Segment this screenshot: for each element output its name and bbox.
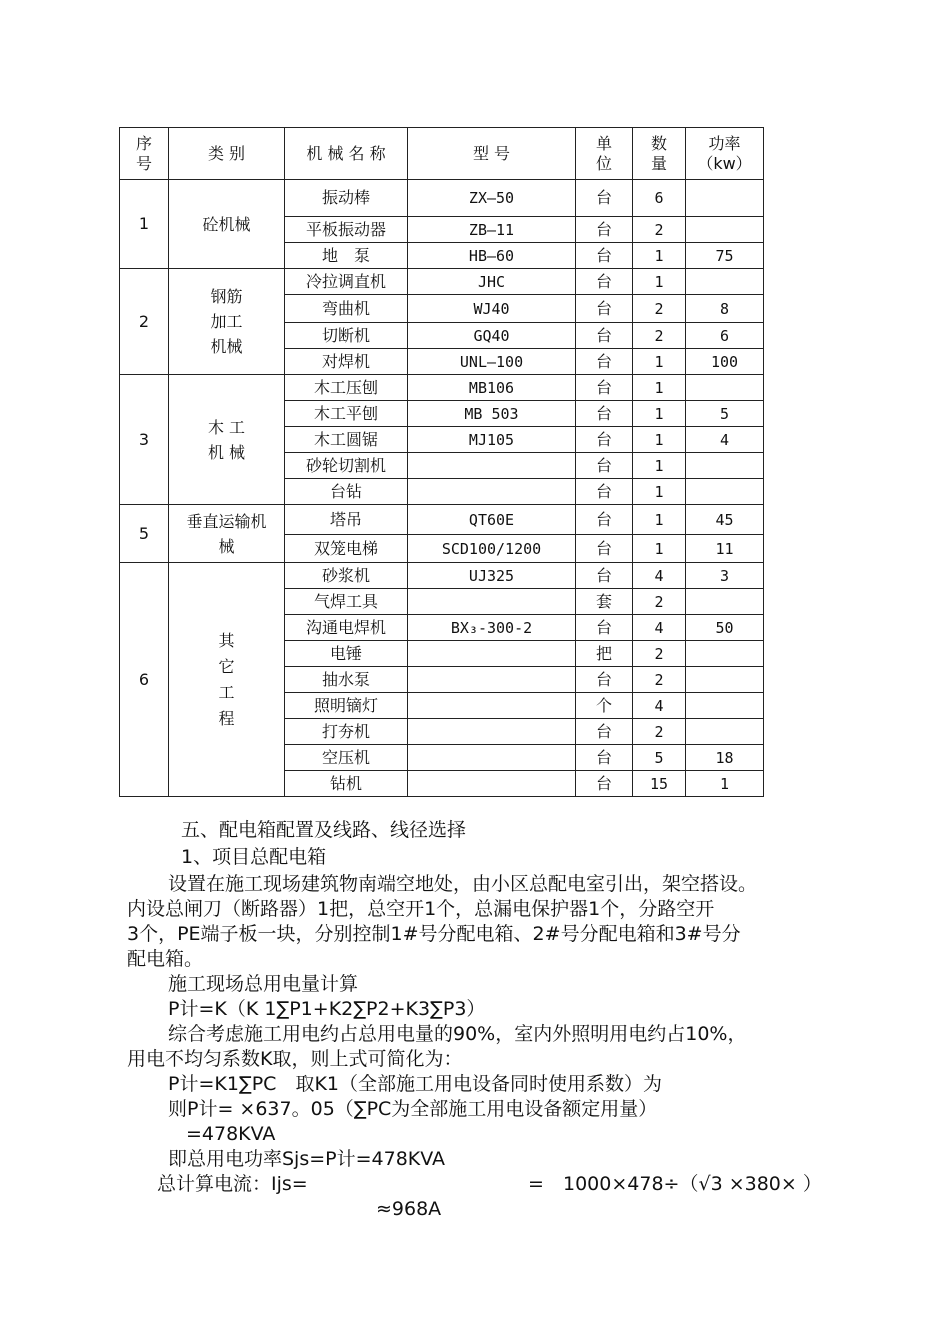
- cell-unit: 个: [576, 693, 633, 719]
- table-row: [120, 375, 764, 401]
- category-line: 机 械: [207, 442, 246, 462]
- cell-qty: 5: [633, 745, 686, 771]
- cell-model: [408, 719, 576, 745]
- category-line: 木 工: [207, 417, 246, 437]
- header-seq: 序 号: [120, 128, 169, 180]
- cell-unit: 台: [576, 323, 633, 349]
- cell-power: 4: [686, 427, 764, 453]
- cell-power: 75: [686, 243, 764, 269]
- header-name: 机 械 名 称: [285, 128, 408, 180]
- cell-model: [408, 771, 576, 797]
- table-body: [120, 180, 764, 797]
- cell-power: 100: [686, 349, 764, 375]
- cell-power: [686, 180, 764, 217]
- cell-name: 振动棒: [285, 180, 408, 217]
- category-line: 钢筋: [210, 287, 243, 306]
- cell-power: 18: [686, 745, 764, 771]
- cell-unit: 台: [576, 375, 633, 401]
- cell-seq: 6: [120, 563, 169, 797]
- cell-seq: 3: [120, 375, 169, 505]
- table-row: [120, 180, 764, 217]
- cell-qty: 1: [633, 535, 686, 563]
- header-model: 型 号: [408, 128, 576, 180]
- current-expression: 1000×478÷（√3 ×380× ）: [563, 1173, 822, 1195]
- header-category: 类 别: [169, 128, 285, 180]
- cell-name: 空压机: [285, 745, 408, 771]
- paragraph-line: 3个，PE端子板一块，分别控制1#号分配电箱、2#号分配电箱和3#号分: [127, 923, 741, 945]
- cell-qty: 1: [633, 427, 686, 453]
- cell-model: SCD100/1200: [408, 535, 576, 563]
- paragraph-line: 综合考虑施工用电约占总用电量的90%，室内外照明用电约占10%，: [168, 1023, 747, 1045]
- category-line: 程: [218, 708, 235, 728]
- cell-qty: 15: [633, 771, 686, 797]
- cell-qty: 1: [633, 269, 686, 295]
- cell-name: 抽水泵: [285, 667, 408, 693]
- cell-qty: 1: [633, 505, 686, 535]
- cell-unit: 台: [576, 427, 633, 453]
- cell-model: MJ105: [408, 427, 576, 453]
- cell-qty: 4: [633, 615, 686, 641]
- cell-unit: 台: [576, 453, 633, 479]
- cell-qty: 2: [633, 589, 686, 615]
- cell-model: [408, 641, 576, 667]
- table-row: [120, 563, 764, 589]
- cell-power: 8: [686, 295, 764, 323]
- category-line: 机械: [210, 337, 243, 356]
- cell-name: 切断机: [285, 323, 408, 349]
- cell-unit: 台: [576, 745, 633, 771]
- cell-unit: 台: [576, 667, 633, 693]
- header-power: 功率 （kw）: [686, 128, 764, 180]
- cell-qty: 4: [633, 693, 686, 719]
- cell-name: 照明镝灯: [285, 693, 408, 719]
- cell-unit: 台: [576, 243, 633, 269]
- cell-name: 木工平刨: [285, 401, 408, 427]
- cell-model: [408, 453, 576, 479]
- cell-qty: 2: [633, 667, 686, 693]
- cell-name: 台钻: [285, 479, 408, 505]
- current-result: ≈968A: [376, 1198, 442, 1220]
- cell-power: [686, 217, 764, 243]
- cell-category: [169, 180, 285, 269]
- table-row: [120, 269, 764, 295]
- cell-model: [408, 693, 576, 719]
- cell-qty: 2: [633, 295, 686, 323]
- cell-qty: 2: [633, 719, 686, 745]
- formula-line: P计=K1∑PC 取K1（全部施工用电设备同时使用系数）为: [168, 1073, 663, 1095]
- cell-power: 6: [686, 323, 764, 349]
- cell-model: [408, 667, 576, 693]
- cell-unit: 台: [576, 719, 633, 745]
- cell-name: 打夯机: [285, 719, 408, 745]
- category-line: 工: [218, 682, 235, 702]
- cell-qty: 1: [633, 243, 686, 269]
- cell-qty: 2: [633, 217, 686, 243]
- cell-power: [686, 641, 764, 667]
- cell-power: [686, 453, 764, 479]
- cell-unit: 把: [576, 641, 633, 667]
- cell-unit: 台: [576, 771, 633, 797]
- cell-name: 木工圆锯: [285, 427, 408, 453]
- cell-unit: 台: [576, 295, 633, 323]
- cell-unit: 台: [576, 535, 633, 563]
- cell-power: [686, 667, 764, 693]
- calc-title: 施工现场总用电量计算: [168, 973, 359, 995]
- cell-seq: 5: [120, 505, 169, 563]
- cell-name: 电锤: [285, 641, 408, 667]
- cell-unit: 台: [576, 269, 633, 295]
- cell-power: 11: [686, 535, 764, 563]
- category-line: 械: [218, 536, 235, 556]
- subsection-title: 1、项目总配电箱: [181, 846, 327, 868]
- cell-name: 弯曲机: [285, 295, 408, 323]
- cell-power: 5: [686, 401, 764, 427]
- cell-model: [408, 745, 576, 771]
- cell-name: 地 泵: [285, 243, 408, 269]
- cell-name: 冷拉调直机: [285, 269, 408, 295]
- paragraph-line: 用电不均匀系数K取，则上式可简化为：: [127, 1048, 463, 1070]
- cell-model: UJ325: [408, 563, 576, 589]
- cell-name: 砂浆机: [285, 563, 408, 589]
- formula-line: 即总用电功率Sjs=P计=478KVA: [168, 1148, 446, 1170]
- header-qty: 数 量: [633, 128, 686, 180]
- cell-qty: 1: [633, 375, 686, 401]
- cell-power: [686, 375, 764, 401]
- cell-power: [686, 719, 764, 745]
- cell-seq: 2: [120, 269, 169, 375]
- cell-name: 钻机: [285, 771, 408, 797]
- cell-power: 1: [686, 771, 764, 797]
- cell-model: GQ40: [408, 323, 576, 349]
- category-line: 它: [218, 656, 235, 676]
- cell-unit: 台: [576, 401, 633, 427]
- current-label: 总计算电流：Ijs=: [157, 1173, 308, 1195]
- cell-name: 双笼电梯: [285, 535, 408, 563]
- cell-qty: 1: [633, 349, 686, 375]
- cell-category: [169, 563, 285, 797]
- cell-qty: 1: [633, 453, 686, 479]
- cell-power: 45: [686, 505, 764, 535]
- cell-name: 木工压刨: [285, 375, 408, 401]
- cell-unit: 台: [576, 563, 633, 589]
- cell-power: 3: [686, 563, 764, 589]
- cell-category: [169, 505, 285, 563]
- cell-model: WJ40: [408, 295, 576, 323]
- cell-model: QT60E: [408, 505, 576, 535]
- section-title: 五、配电箱配置及线路、线径选择: [181, 819, 467, 841]
- cell-model: HB—60: [408, 243, 576, 269]
- cell-unit: 台: [576, 615, 633, 641]
- equipment-table: [119, 127, 764, 797]
- current-equals: =: [528, 1173, 544, 1195]
- cell-qty: 6: [633, 180, 686, 217]
- cell-power: [686, 269, 764, 295]
- cell-model: ZB—11: [408, 217, 576, 243]
- category-line: 砼机械: [202, 214, 251, 234]
- table-row: [120, 505, 764, 535]
- formula-line: 则P计= ×637。05（∑PC为全部施工用电设备额定用量）: [168, 1098, 658, 1120]
- formula-line: P计=K（K 1∑P1+K2∑P2+K3∑P3）: [168, 998, 486, 1020]
- table-header-row: [120, 128, 764, 180]
- cell-model: ZX—50: [408, 180, 576, 217]
- cell-name: 砂轮切割机: [285, 453, 408, 479]
- cell-unit: 台: [576, 217, 633, 243]
- cell-qty: 2: [633, 641, 686, 667]
- cell-model: [408, 589, 576, 615]
- cell-qty: 2: [633, 323, 686, 349]
- cell-name: 沟通电焊机: [285, 615, 408, 641]
- paragraph-line: 内设总闸刀（断路器）1把，总空开1个，总漏电保护器1个，分路空开: [127, 898, 715, 920]
- paragraph-line: 设置在施工现场建筑物南端空地处，由小区总配电室引出，架空搭设。: [168, 873, 758, 895]
- cell-power: [686, 589, 764, 615]
- cell-name: 对焊机: [285, 349, 408, 375]
- cell-name: 塔吊: [285, 505, 408, 535]
- cell-power: [686, 479, 764, 505]
- cell-qty: 4: [633, 563, 686, 589]
- cell-unit: 台: [576, 349, 633, 375]
- cell-unit: 台: [576, 479, 633, 505]
- header-unit: 单 位: [576, 128, 633, 180]
- cell-name: 气焊工具: [285, 589, 408, 615]
- cell-model: MB 503: [408, 401, 576, 427]
- cell-model: JHC: [408, 269, 576, 295]
- category-line: 加工: [210, 312, 243, 331]
- cell-name: 平板振动器: [285, 217, 408, 243]
- cell-power: 50: [686, 615, 764, 641]
- cell-model: MB106: [408, 375, 576, 401]
- cell-qty: 1: [633, 401, 686, 427]
- cell-unit: 台: [576, 180, 633, 217]
- category-line: 其: [218, 630, 235, 650]
- cell-power: [686, 693, 764, 719]
- cell-unit: 台: [576, 505, 633, 535]
- cell-category: [169, 375, 285, 505]
- cell-model: BX₃-300-2: [408, 615, 576, 641]
- cell-model: UNL—100: [408, 349, 576, 375]
- cell-model: [408, 479, 576, 505]
- cell-unit: 套: [576, 589, 633, 615]
- category-line: 垂直运输机: [186, 511, 267, 531]
- paragraph-line: 配电箱。: [127, 948, 204, 970]
- cell-qty: 1: [633, 479, 686, 505]
- cell-seq: 1: [120, 180, 169, 269]
- cell-category: [169, 269, 285, 375]
- formula-line: =478KVA: [186, 1123, 276, 1145]
